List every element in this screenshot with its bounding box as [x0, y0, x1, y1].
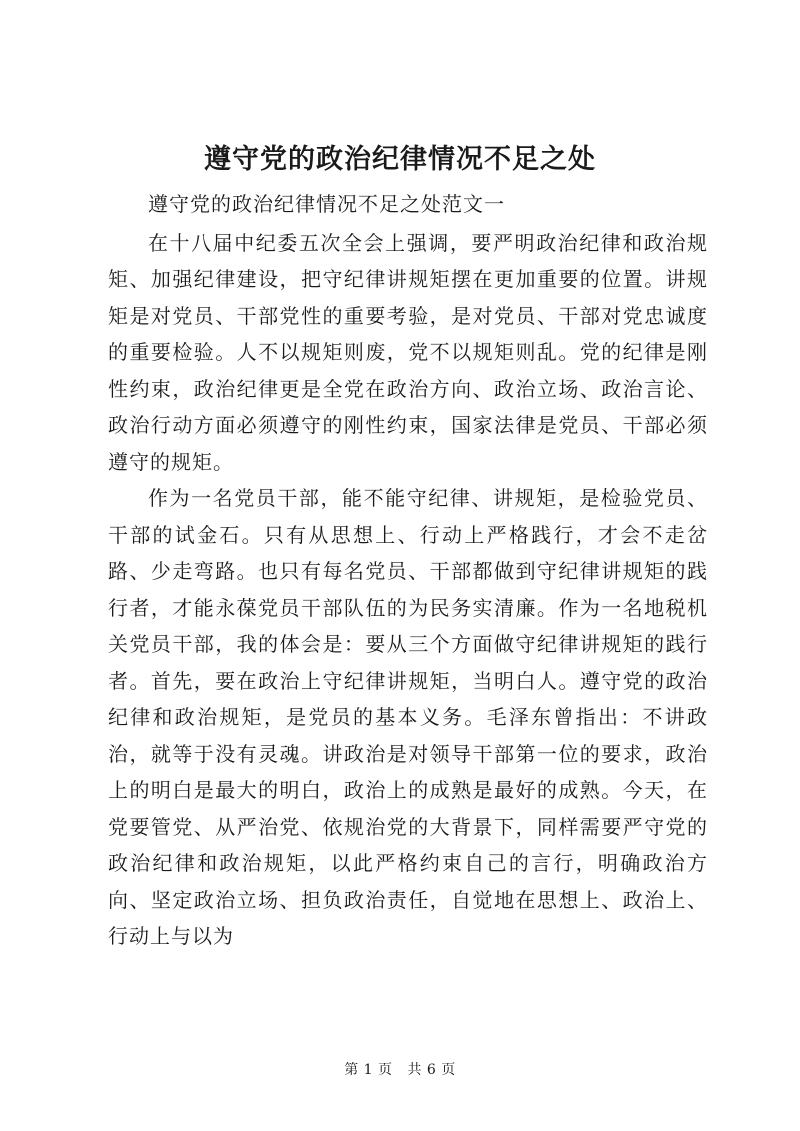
- document-body: [108, 186, 708, 955]
- document-title: 遵守党的政治纪律情况不足之处: [204, 144, 596, 175]
- page-number: 第 1 页: [344, 1062, 393, 1078]
- page-footer: [0, 1060, 800, 1080]
- document-subtitle: 遵守党的政治纪律情况不足之处范文一: [148, 192, 505, 216]
- paragraph-2: 作为一名党员干部，能不能守纪律、讲规矩，是检验党员、干部的试金石。只有从思想上、行动上严格践行，才会不走岔路、少走弯路。也只有每名党员、干部都做到守纪律讲规矩的践行者，才能永葆党员干部队伍的为民务实清廉。作为一名地税机关党员干部，我的体会是：要从三个方面做守纪律讲规矩的践行者。首先，要在政治上守纪律讲规矩，当明白人。遵守党的政治纪律和政治规矩，是党员的基本义务。毛泽东曾指出：不讲政治，就等于没有灵魂。讲政治是对领导干部第一位的要求，政治上的明白是最大的明白，政治上的成熟是最好的成熟。今天，在党要管党、从严治党、依规治党的大背景下，同样需要严守党的政治纪律和政治规矩，以此严格约束自己的言行，明确政治方向、坚定政治立场、担负政治责任，自觉地在思想上、政治上、行动上与以为: [108, 486, 708, 948]
- page-total: 共 6 页: [407, 1062, 456, 1078]
- paragraph-1: 在十八届中纪委五次全会上强调，要严明政治纪律和政治规矩、加强纪律建设，把守纪律讲规矩摆在更加重要的位置。讲规矩是对党员、干部党性的重要考验，是对党员、干部对党忠诚度的重要检验。人不以规矩则废，党不以规矩则乱。党的纪律是刚性约束，政治纪律更是全党在政治方向、政治立场、政治言论、政治行动方面必须遵守的刚性约束，国家法律是党员、干部必须遵守的规矩。: [108, 230, 708, 474]
